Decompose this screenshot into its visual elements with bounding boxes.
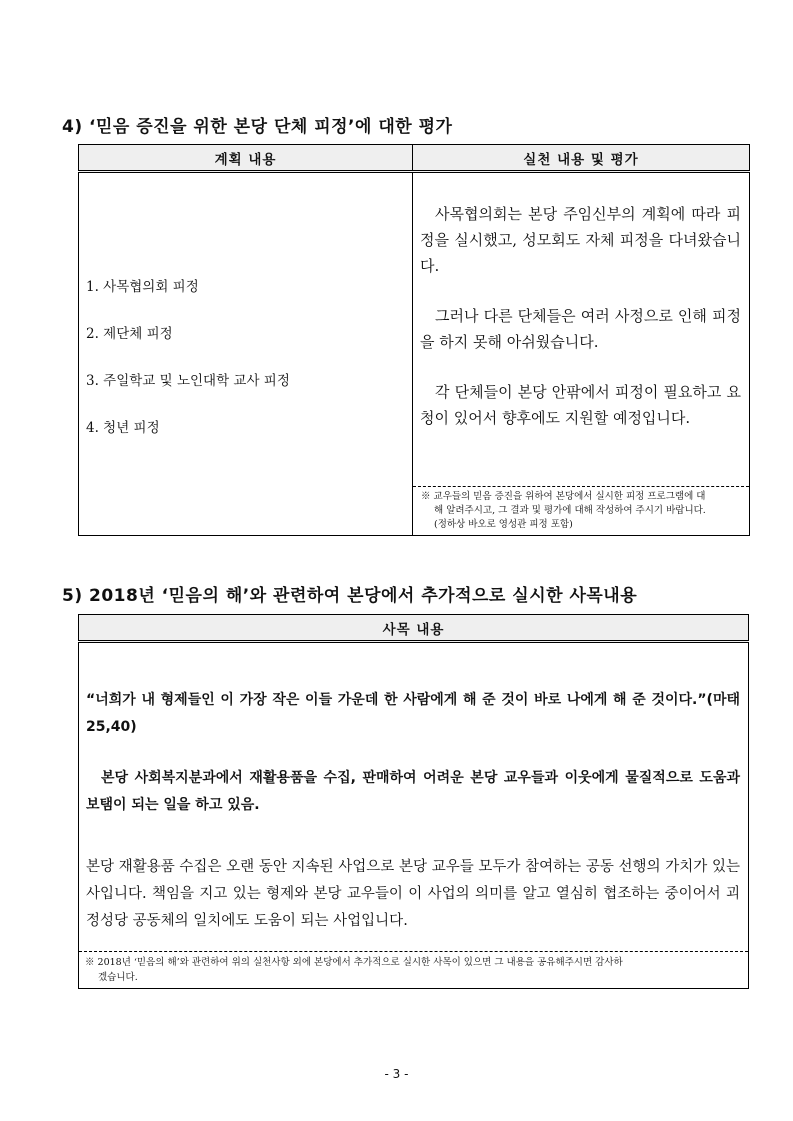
eval-column-header: 실천 내용 및 평가 [413,145,750,172]
note-line: 겠습니다. [98,972,138,983]
plan-item: 3. 주일학교 및 노인대학 교사 피정 [86,373,290,389]
plan-item: 1. 사목협의회 피정 [86,279,199,295]
plan-item: 2. 제단체 피정 [86,326,173,342]
eval-paragraph: 사목협의회는 본당 주임신부의 계획에 따라 피정을 실시했고, 성모회도 자체 피정을 다녀왔습니다. [420,205,741,275]
section-5-heading: 5) 2018년 ‘믿음의 해’와 관련하여 본당에서 추가적으로 실시한 사목내용 [62,586,638,606]
plan-item: 4. 청년 피정 [86,420,160,436]
content-note [79,951,748,985]
bold-paragraph: 본당 사회복지분과에서 재활용품을 수집, 판매하여 어려운 본당 교우들과 이웃에게 물질적으로 도움과 보탬이 되는 일을 하고 있음. [86,770,740,813]
section-4-heading: 4) ‘믿음 증진을 위한 본당 단체 피정’에 대한 평가 [62,117,453,137]
content-column-header: 사목 내용 [79,615,749,642]
content-cell [79,642,749,989]
plan-column-header: 계획 내용 [79,145,413,172]
plan-cell [79,172,413,536]
evaluation-table [78,144,750,536]
eval-cell [413,172,750,536]
scripture-quote: “너희가 내 형제들인 이 가장 작은 이들 가운데 한 사람에게 해 준 것이 바로 나에게 해 준 것이다.”(마태 25,40) [86,692,740,735]
note-line: (정하상 바오로 영성관 피정 포함) [434,519,573,530]
note-line: ※ 교우들의 믿음 증진을 위하여 본당에서 실시한 피정 프로그램에 대 [421,491,706,502]
note-line: ※ 2018년 ‘믿음의 해’와 관련하여 위의 실천사항 외에 본당에서 추가적으로 실시한 사목이 있으면 그 내용을 공유해주시면 감사하 [85,957,623,968]
eval-paragraph: 각 단체들이 본당 안팎에서 피정이 필요하고 요청이 있어서 향후에도 지원할 예정입니다. [420,383,741,427]
eval-note [413,486,749,532]
eval-paragraph: 그러나 다른 단체들은 여러 사정으로 인해 피정을 하지 못해 아쉬웠습니다. [420,307,741,351]
body-paragraph: 본당 재활용품 수집은 오랜 동안 지속된 사업으로 본당 교우들 모두가 참여하는 공동 선행의 가치가 있는 사입니다. 책임을 지고 있는 형제와 본당 교우들이 이 사업의 의미를 알고 열심히 협조하는 중이어서 괴정성당 공동체의 일치에도 도움이 되는 사업입니다. [86,859,740,929]
ministry-content-table [78,614,749,989]
note-line: 해 알려주시고, 그 결과 및 평가에 대해 작성하여 주시기 바랍니다. [434,505,706,516]
page-number: - 3 - [384,1067,409,1081]
